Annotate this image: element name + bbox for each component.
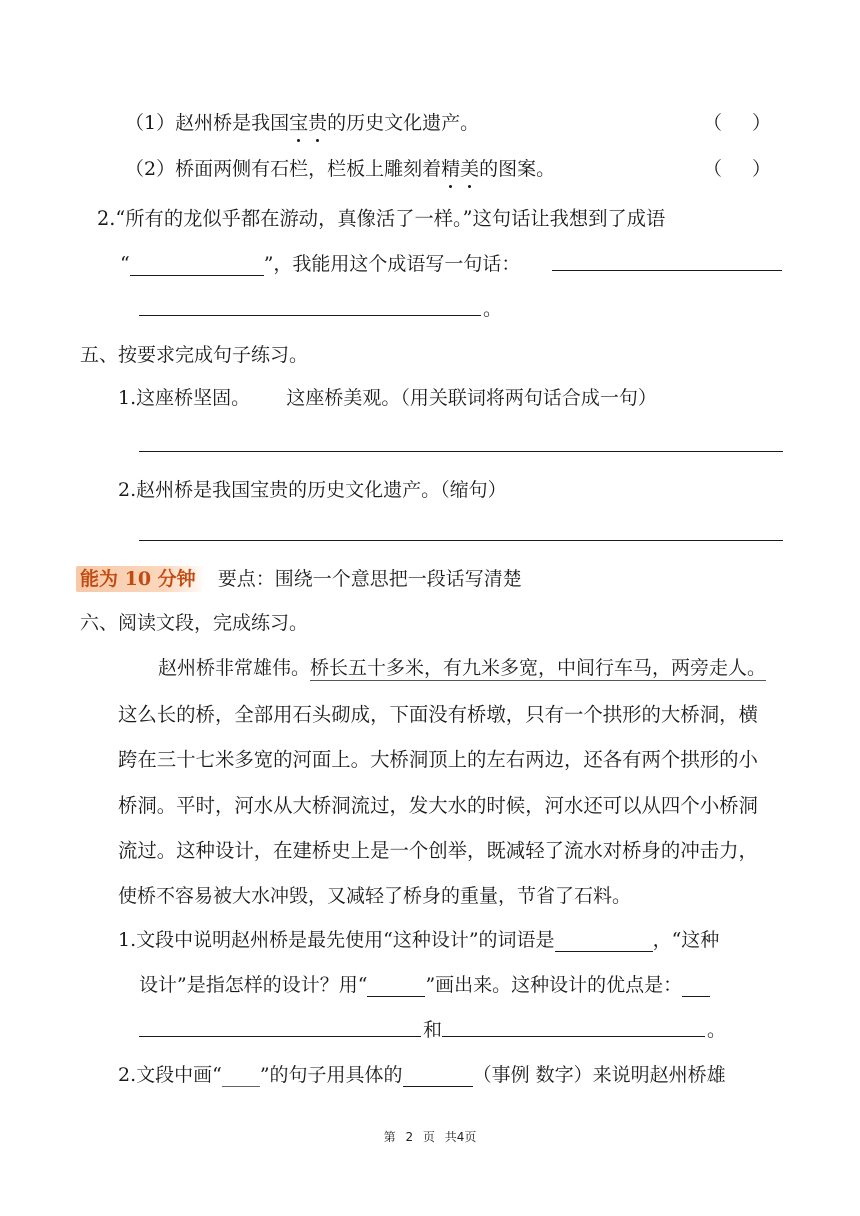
judge-item-2-text-a: （2）桥面两侧有石栏，栏板上雕刻着 — [125, 158, 442, 180]
dotted-char: 美 — [460, 158, 480, 180]
advantage-blank-1[interactable] — [139, 1036, 421, 1037]
advantage-blank-start[interactable] — [682, 977, 710, 997]
page-footer: 第 2 页 共4页 — [383, 1130, 477, 1144]
dotted-char: 贵 — [308, 112, 328, 134]
answer-line-5-1[interactable] — [139, 451, 783, 452]
passage-line-4: 桥洞。平时，河水从大桥洞流过，发大水的时候，河水还可以从四个小桥洞 — [118, 794, 758, 817]
ability-banner — [76, 567, 522, 591]
question-idiom: 2.“所有的龙似乎都在游动，真像活了一样。”这句话让我想到了成语 — [97, 207, 666, 230]
idiom-prompt: ”，我能用这个成语写一句话： — [263, 253, 521, 275]
method-blank[interactable] — [403, 1067, 473, 1087]
advantage-blank-2[interactable] — [442, 1036, 705, 1037]
and-word: 和 — [423, 1019, 443, 1041]
idiom-blank[interactable] — [130, 256, 264, 276]
period: 。 — [483, 298, 503, 320]
section-6-q2 — [118, 1063, 726, 1087]
ability-point: 要点：围绕一个意思把一段话写清楚 — [217, 568, 522, 590]
dotted-char: 宝 — [289, 112, 309, 134]
judge-item-1 — [125, 111, 479, 135]
idiom-answer-line — [120, 252, 520, 276]
section-6-q1-line-2 — [139, 973, 710, 997]
judge-item-2 — [125, 157, 555, 181]
judge-item-2-text-b: 的图案。 — [479, 158, 556, 180]
q1-text-a: 1.文段中说明赵州桥是最先使用“这种设计”的词语是 — [118, 929, 555, 951]
q1-text-c: 设计”是指怎样的设计？用“ — [139, 974, 368, 996]
answer-parens-1[interactable]: （ ） — [703, 112, 772, 134]
section-6-heading: 六、阅读文段，完成练习。 — [80, 612, 309, 634]
dotted-char: 精 — [441, 158, 461, 180]
quote-open: “ — [120, 253, 130, 275]
answer-line-5-2[interactable] — [139, 540, 783, 541]
q2-text-b: ”的句子用具体的 — [259, 1064, 403, 1086]
passage-line-1 — [158, 656, 766, 680]
section-6-q1-line-1 — [118, 928, 719, 952]
passage-line-2: 这么长的桥，全部用石头砌成，下面没有桥墩，只有一个拱形的大桥洞，横 — [118, 703, 758, 726]
section-5-heading: 五、按要求完成句子练习。 — [80, 344, 309, 366]
passage-sentence-1: 赵州桥非常雄伟。 — [158, 657, 311, 679]
period-2: 。 — [707, 1019, 727, 1041]
q2-text-c: （事例 数字）来说明赵州桥雄 — [472, 1064, 726, 1086]
underline-sample — [367, 977, 425, 997]
word-blank[interactable] — [555, 932, 653, 952]
section-5-q2: 2.赵州桥是我国宝贵的历史文化遗产。（缩句） — [118, 479, 507, 501]
sentence-blank-1[interactable] — [552, 270, 782, 271]
passage-line-6: 使桥不容易被大水冲毁，又减轻了桥身的重量，节省了石料。 — [118, 885, 632, 907]
sentence-blank-2[interactable] — [139, 315, 481, 316]
judge-item-1-text-b: 的历史文化遗产。 — [327, 112, 480, 134]
ability-badge: 能为 10 分钟 — [76, 566, 202, 592]
judge-item-1-text-a: （1）赵州桥是我国 — [125, 112, 290, 134]
passage-line-3: 跨在三十七米多宽的河面上。大桥洞顶上的左右两边，还各有两个拱形的小 — [118, 748, 758, 771]
answer-parens-2[interactable]: （ ） — [703, 158, 772, 180]
underline-sample-2 — [222, 1067, 260, 1087]
q2-text-a: 2.文段中画“ — [118, 1064, 222, 1086]
section-5-q1: 1.这座桥坚固。 这座桥美观。（用关联词将两句话合成一句） — [118, 387, 657, 409]
underlined-sentence: 桥长五十多米，有九米多宽，中间行车马，两旁走人。 — [310, 657, 767, 679]
passage-line-5: 流过。这种设计，在建桥史上是一个创举，既减轻了流水对桥身的冲击力， — [118, 839, 758, 862]
q1-text-d: ”画出来。这种设计的优点是： — [425, 974, 683, 996]
q1-text-b: ，“这种 — [652, 929, 720, 951]
